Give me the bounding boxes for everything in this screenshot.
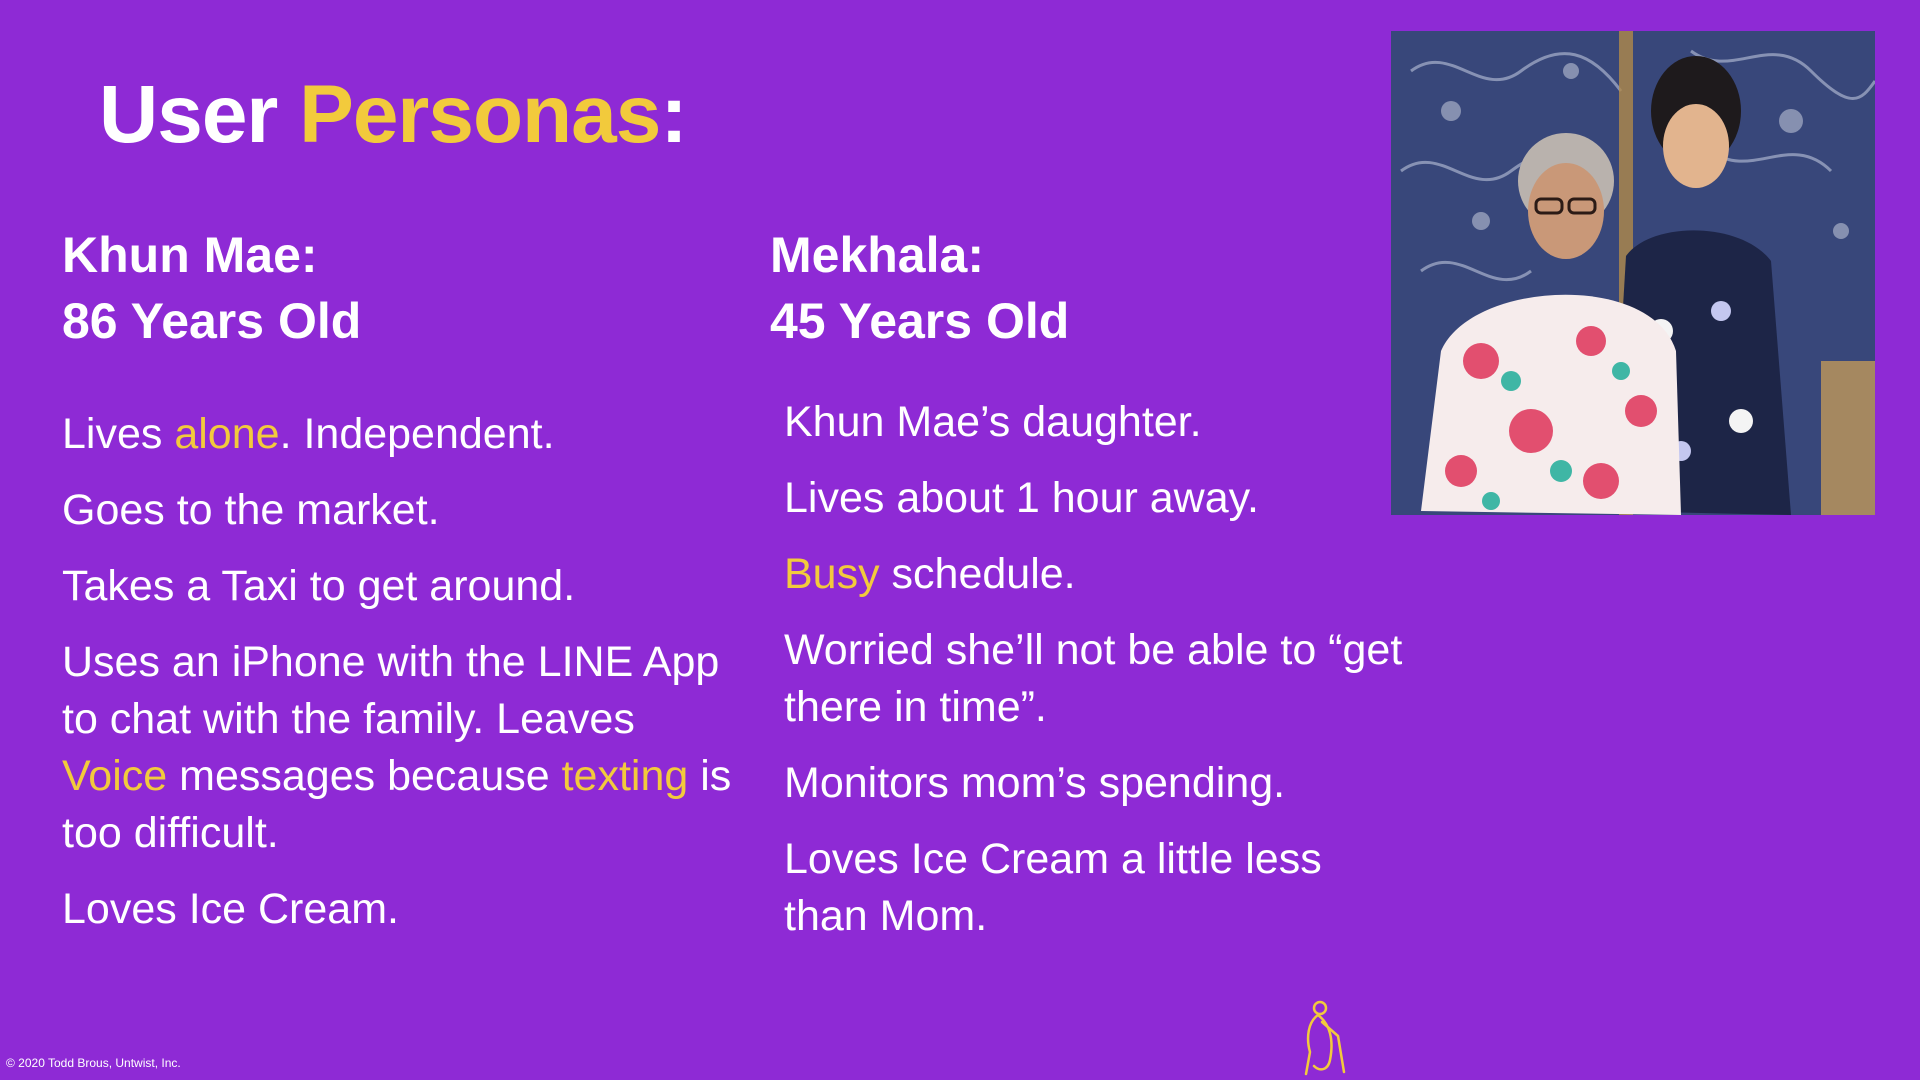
- persona-fact: [62, 634, 732, 862]
- fact-text: messages because: [167, 752, 562, 800]
- fact-text: Loves Ice Cream a little less than Mom.: [784, 835, 1322, 940]
- persona-name: Khun Mae:: [62, 227, 318, 283]
- fact-text: schedule.: [879, 550, 1076, 598]
- fact-text: Lives about 1 hour away.: [784, 474, 1259, 522]
- persona-facts-khun-mae: [62, 406, 732, 957]
- persona-fact: [62, 558, 732, 615]
- persona-fact: [784, 470, 1404, 527]
- title-part-user: User: [99, 69, 300, 160]
- persona-fact: [784, 546, 1404, 603]
- fact-text: . Independent.: [279, 410, 555, 458]
- persona-photo: [1391, 31, 1875, 515]
- title-part-colon: :: [660, 69, 687, 160]
- persona-name: Mekhala:: [770, 227, 984, 283]
- persona-fact: [62, 881, 732, 938]
- highlighted-text: Busy: [784, 550, 880, 598]
- persona-fact: [784, 755, 1404, 812]
- persona-fact: [62, 482, 732, 539]
- persona-heading-mekhala: [770, 222, 1069, 354]
- persona-fact: [784, 622, 1404, 736]
- fact-text: is too difficult.: [62, 752, 732, 857]
- persona-photo-illustration: [1391, 31, 1875, 515]
- highlighted-text: alone: [174, 410, 280, 458]
- fact-text: Lives: [62, 410, 175, 458]
- fact-text: Takes a Taxi to get around.: [62, 562, 576, 610]
- fact-text: Khun Mae’s daughter.: [784, 398, 1202, 446]
- persona-age: 45 Years Old: [770, 293, 1070, 349]
- highlighted-text: Voice: [62, 752, 168, 800]
- persona-facts-mekhala: [784, 394, 1404, 964]
- persona-fact: [62, 406, 732, 463]
- fact-text: Worried she’ll not be able to “get there in time”.: [784, 626, 1403, 731]
- persona-fact: [784, 394, 1404, 451]
- copyright-notice: © 2020 Todd Brous, Untwist, Inc.: [6, 1056, 181, 1070]
- fact-text: Monitors mom’s spending.: [784, 759, 1286, 807]
- fact-text: Uses an iPhone with the LINE App to chat with the family. Leaves: [62, 638, 720, 743]
- walker-person-icon: [1300, 1000, 1348, 1076]
- fact-text: Goes to the market.: [62, 486, 440, 534]
- persona-heading-khun-mae: [62, 222, 361, 354]
- title-part-personas: Personas: [299, 69, 661, 160]
- page-title: [99, 68, 687, 162]
- persona-age: 86 Years Old: [62, 293, 362, 349]
- persona-fact: [784, 831, 1404, 945]
- fact-text: Loves Ice Cream.: [62, 885, 399, 933]
- highlighted-text: texting: [561, 752, 689, 800]
